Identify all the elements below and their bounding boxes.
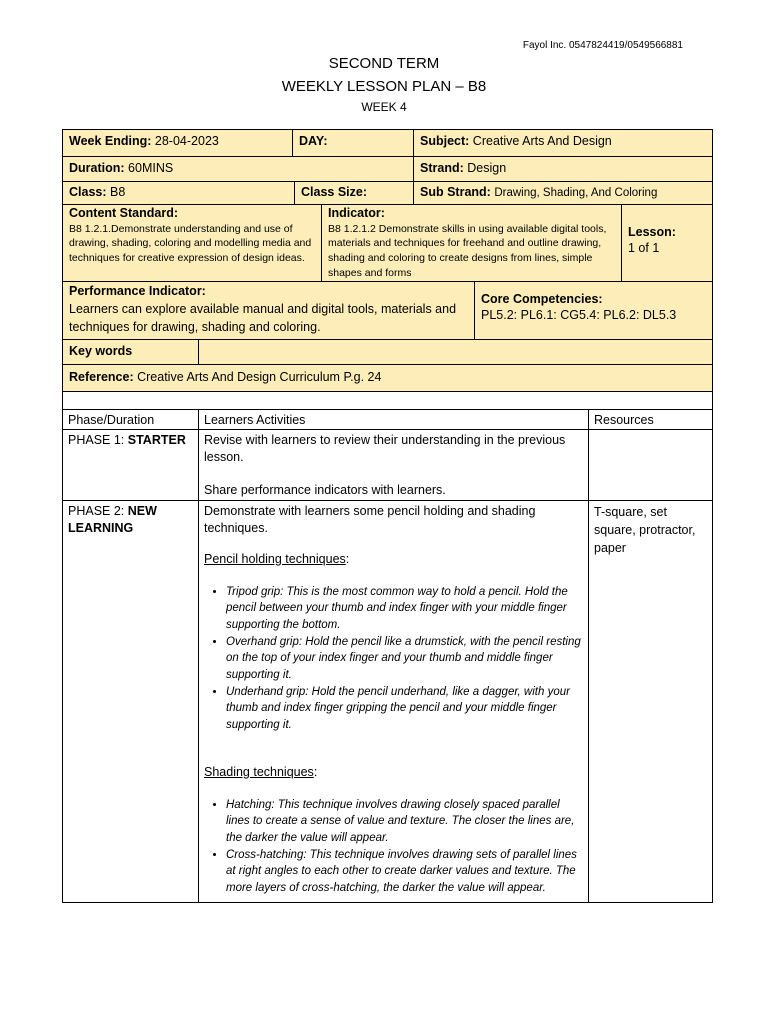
phase2-cell [62,500,199,903]
list-item: • Cross-hatching: This technique involves drawing sets of parallel lines at right angles to each other to create darker values and texture. The more layers of cross-hatching, the darker the value will appear. [226,847,583,897]
pencil-techniques-heading: Pencil holding techniques [204,551,346,566]
phase1-cell [62,429,199,501]
lesson-cell [621,204,713,282]
class-label: Class: [69,185,107,199]
phase1-activities-cell [198,429,589,501]
list-item: • Tripod grip: This is the most common way to hold a pencil. Hold the pencil between your thumb and index finger with your middle finger supporting the bottom. [226,584,583,634]
indicator-label: Indicator: [328,206,385,220]
list-item: • Underhand grip: Hold the pencil underhand, like a dagger, with your thumb and index finger gripping the pencil and your middle finger supporting it. [226,684,583,734]
sub-strand-label: Sub Strand: [420,185,491,199]
duration-value: 60MINS [128,161,174,175]
class-cell [62,181,295,205]
phase-duration-header [62,409,199,430]
phase-duration-header-text: Phase/Duration [68,413,155,427]
core-competencies-cell [474,281,713,340]
reference-label: Reference: [69,370,134,384]
core-competencies-value: PL5.2: PL6.1: CG5.4: PL6.2: DL5.3 [481,307,677,322]
indicator-value: B8 1.2.1.2 Demonstrate skills in using available digital tools, materials and techniques for freehand and outline drawing, shading and coloring to create designs from lines, simple shapes and forms [328,222,607,279]
phase2-prefix: PHASE 2: [68,504,128,518]
lesson-value: 1 of 1 [628,240,660,255]
resources-header-text: Resources [594,413,654,427]
performance-cell [62,281,475,340]
core-competencies-label: Core Competencies: [481,292,603,306]
subject-label: Subject: [420,134,470,148]
shading-techniques-heading: Shading techniques [204,764,314,779]
phase2-resources-cell [588,500,713,903]
subject-cell [413,129,713,157]
spacer-row [62,391,713,410]
sub-strand-cell [413,181,713,205]
strand-label: Strand: [420,161,464,175]
duration-label: Duration: [69,161,125,175]
keywords-value-cell [198,339,713,365]
list-item: • Hatching: This technique involves drawing closely spaced parallel lines to create a sense of value and texture. The closer the lines are, the darker the value will appear. [226,797,583,847]
day-label: DAY: [299,134,328,148]
learners-activities-header-text: Learners Activities [204,413,306,427]
keywords-label-cell [62,339,199,365]
duration-cell [62,156,414,182]
day-cell [292,129,414,157]
indicator-cell [321,204,622,282]
content-standard-value: B8 1.2.1.Demonstrate understanding and use of drawing, shading, coloring and modelling media and techniques for creative expression of design ideas. [69,222,312,264]
subject-value: Creative Arts And Design [472,134,612,148]
content-standard-cell [62,204,322,282]
term-title: SECOND TERM [328,55,440,72]
strand-value: Design [467,161,507,175]
content-standard-label: Content Standard: [69,206,179,220]
week-title: WEEK 4 [361,100,407,114]
class-size-label: Class Size: [301,185,368,199]
phase1-prefix: PHASE 1: [68,433,128,447]
week-ending-label: Week Ending: [69,134,152,148]
performance-label: Performance Indicator: [69,284,206,298]
resources-header [588,409,713,430]
phase1-name: STARTER [127,433,186,447]
pencil-techniques-list [204,584,583,734]
performance-value: Learners can explore available manual and digital tools, materials and techniques for drawing, shading and coloring. [69,301,457,334]
phase2-intro: Demonstrate with learners some pencil holding and shading techniques. [204,504,536,535]
phase2-activities-cell: Demonstrate with learners some pencil holding and shading techniques. Pencil holding techniques: • Tripod grip: This is the most common way to hold a pencil. Hold the pencil between your thumb and index finger with your middle finger supporting the bottom. • Overhand grip: Hold the pencil like a drumstick, with the pencil resting on the top of your index finger and your thumb and middle finger supporting it. • Underhand grip: Hold the pencil underhand, like a dagger, with your thumb and index finger gripping the pencil and your middle finger supporting it. Shading techniques: • Hatching: This technique involves drawing closely spaced parallel lines to create a sense of value and texture. The closer the lines are, the darker the value will appear. • Cross-hatching: This technique involves drawing sets of parallel lines at right angles to each other to create darker values and texture. The more layers of cross-hatching, the darker the value will appear. [198,500,589,903]
phase1-text1: Revise with learners to review their understanding in the previous lesson. [204,433,566,464]
learners-activities-header [198,409,589,430]
plan-title: WEEKLY LESSON PLAN – B8 [281,78,487,95]
phase2-name: NEW LEARNING [68,504,157,535]
week-ending-value: 28-04-2023 [154,134,219,148]
class-size-cell [294,181,414,205]
reference-cell [62,364,713,392]
sub-strand-value: Drawing, Shading, And Coloring [494,187,658,199]
phase1-resources-cell [588,429,713,501]
phase1-text2: Share performance indicators with learners. [204,482,446,497]
keywords-label: Key words [69,344,133,358]
strand-cell [413,156,713,182]
class-value: B8 [110,185,126,199]
week-ending-cell [62,129,293,157]
shading-techniques-list [204,797,583,897]
list-item: • Overhand grip: Hold the pencil like a drumstick, with the pencil resting on the top of your index finger and your thumb and middle finger supporting it. [226,634,583,684]
contact-info: Fayol Inc. 0547824419/0549566881 [522,40,683,51]
phase2-resources: T-square, set square, protractor, paper [594,505,696,556]
lesson-label: Lesson: [628,225,676,239]
reference-value: Creative Arts And Design Curriculum P.g. 24 [137,370,382,384]
